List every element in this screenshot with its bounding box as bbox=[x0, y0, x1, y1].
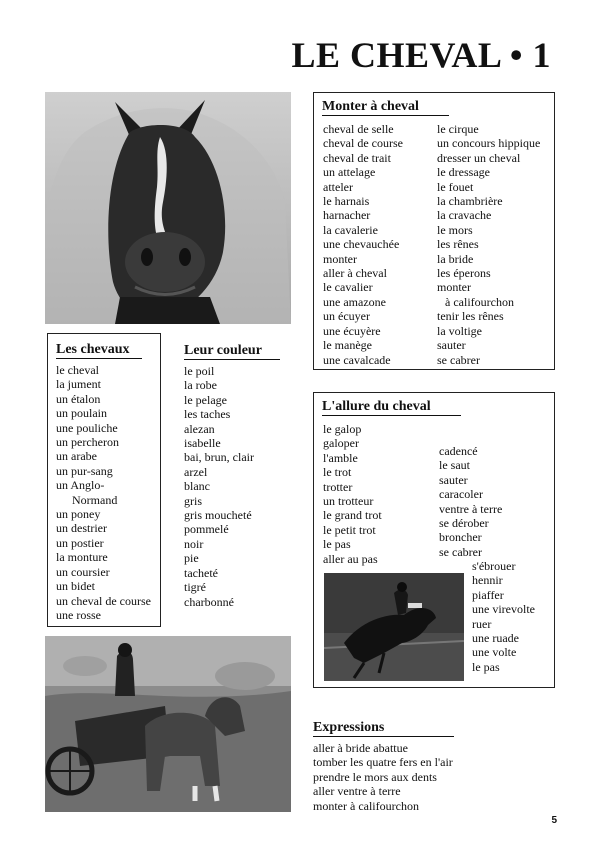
list-item: le pelage bbox=[184, 392, 227, 407]
list-item: le petit trot bbox=[323, 522, 376, 537]
list-item: le manège bbox=[323, 338, 372, 353]
chevaux-list bbox=[56, 363, 151, 622]
list-item: une cavalcade bbox=[323, 352, 391, 367]
monter-heading: Monter à cheval bbox=[322, 99, 449, 116]
allure-box bbox=[313, 392, 555, 688]
horse-head-photo bbox=[45, 92, 291, 324]
list-item: Normand bbox=[72, 492, 118, 507]
list-item: isabelle bbox=[184, 436, 221, 451]
list-item: la monture bbox=[56, 550, 108, 565]
list-item: aller au pas bbox=[323, 551, 378, 566]
list-item: atteler bbox=[323, 179, 353, 194]
list-item: se dérober bbox=[439, 516, 489, 531]
list-item: le cavalier bbox=[323, 280, 373, 295]
list-item: harnacher bbox=[323, 208, 371, 223]
list-item: le poil bbox=[184, 364, 215, 378]
list-item: la jument bbox=[56, 377, 101, 392]
list-item: la bride bbox=[437, 251, 474, 266]
list-item: caracoler bbox=[439, 487, 483, 502]
list-item: une écuyère bbox=[323, 323, 381, 338]
list-item: trotter bbox=[323, 479, 353, 494]
list-item: piaffer bbox=[472, 587, 504, 602]
list-item: bai, brun, clair bbox=[184, 450, 254, 465]
list-item: cheval de selle bbox=[323, 122, 394, 136]
list-item: un postier bbox=[56, 535, 104, 550]
list-item: un percheron bbox=[56, 435, 119, 450]
allure-list-3 bbox=[472, 559, 535, 674]
expressions-section bbox=[313, 718, 553, 813]
list-item: un bidet bbox=[56, 579, 95, 594]
list-item: le saut bbox=[439, 458, 470, 473]
list-item: le dressage bbox=[437, 165, 490, 180]
list-item: tenir les rênes bbox=[437, 309, 504, 324]
les-chevaux-box bbox=[47, 333, 161, 627]
list-item: le cirque bbox=[437, 122, 479, 136]
list-item: un pur-sang bbox=[56, 463, 113, 478]
list-item: gris moucheté bbox=[184, 508, 252, 523]
list-item: l'amble bbox=[323, 450, 358, 465]
list-item: le harnais bbox=[323, 194, 370, 209]
list-item: monter à califourchon bbox=[313, 798, 419, 813]
list-item: ruer bbox=[472, 616, 492, 631]
monter-a-cheval-box bbox=[313, 92, 555, 370]
expressions-list bbox=[313, 741, 553, 813]
list-item: un arabe bbox=[56, 449, 97, 464]
list-item: arzel bbox=[184, 464, 208, 479]
list-item: sauter bbox=[439, 472, 468, 487]
list-item: se cabrer bbox=[439, 544, 482, 559]
list-item: un destrier bbox=[56, 521, 107, 536]
allure-list-2 bbox=[439, 444, 502, 559]
list-item: cheval de course bbox=[323, 136, 403, 151]
list-item: sauter bbox=[437, 338, 466, 353]
couleur-heading: Leur couleur bbox=[184, 343, 280, 360]
list-item: un écuyer bbox=[323, 309, 370, 324]
expressions-heading: Expressions bbox=[313, 720, 454, 737]
list-item: dresser un cheval bbox=[437, 150, 521, 165]
list-item: une pouliche bbox=[56, 420, 118, 435]
list-item: charbonné bbox=[184, 594, 234, 609]
list-item: les taches bbox=[184, 407, 231, 422]
list-item: alezan bbox=[184, 421, 215, 436]
list-item: tigré bbox=[184, 580, 206, 595]
list-item: un coursier bbox=[56, 564, 110, 579]
list-item: la chambrière bbox=[437, 194, 503, 209]
list-item: pommelé bbox=[184, 522, 229, 537]
list-item: un concours hippique bbox=[437, 136, 541, 151]
list-item: cadencé bbox=[439, 444, 478, 458]
list-item: s'ébrouer bbox=[472, 559, 516, 573]
leur-couleur-section bbox=[184, 341, 294, 609]
page-number: 5 bbox=[551, 815, 557, 826]
list-item: tacheté bbox=[184, 565, 218, 580]
list-item: une volte bbox=[472, 645, 517, 660]
list-item: cheval de trait bbox=[323, 150, 391, 165]
list-item: prendre le mors aux dents bbox=[313, 769, 437, 784]
list-item: à califourchon bbox=[445, 294, 514, 309]
list-item: se cabrer bbox=[437, 352, 480, 367]
chevaux-heading: Les chevaux bbox=[56, 342, 142, 359]
list-item: un trotteur bbox=[323, 494, 374, 509]
list-item: le galop bbox=[323, 422, 362, 436]
monter-list-2 bbox=[437, 122, 540, 367]
list-item: le pas bbox=[323, 537, 351, 552]
list-item: un cheval de course bbox=[56, 593, 151, 608]
list-item: galoper bbox=[323, 436, 359, 451]
monter-list-1 bbox=[323, 122, 403, 367]
list-item: une ruade bbox=[472, 631, 519, 646]
show-jumping-photo bbox=[324, 573, 464, 681]
list-item: un Anglo- bbox=[56, 478, 105, 493]
list-item: les rênes bbox=[437, 237, 479, 252]
list-item: le grand trot bbox=[323, 508, 382, 523]
list-item: le pas bbox=[472, 659, 500, 674]
draft-horse-cart-photo bbox=[45, 636, 291, 812]
list-item: une chevauchée bbox=[323, 237, 400, 252]
list-item: le mors bbox=[437, 222, 473, 237]
list-item: un attelage bbox=[323, 165, 376, 180]
list-item: un poulain bbox=[56, 406, 107, 421]
list-item: aller à bride abattue bbox=[313, 741, 408, 755]
list-item: pie bbox=[184, 551, 199, 566]
list-item: un étalon bbox=[56, 391, 101, 406]
list-item: le trot bbox=[323, 465, 352, 480]
allure-list-1 bbox=[323, 422, 382, 566]
list-item: blanc bbox=[184, 479, 210, 494]
couleur-list bbox=[184, 364, 294, 609]
list-item: le cheval bbox=[56, 363, 99, 377]
list-item: un poney bbox=[56, 507, 101, 522]
list-item: aller ventre à terre bbox=[313, 784, 401, 799]
list-item: gris bbox=[184, 493, 202, 508]
list-item: tomber les quatre fers en l'air bbox=[313, 755, 453, 770]
allure-heading: L'allure du cheval bbox=[322, 399, 461, 416]
list-item: la cavalerie bbox=[323, 222, 378, 237]
list-item: les éperons bbox=[437, 266, 491, 281]
list-item: une amazone bbox=[323, 294, 386, 309]
list-item: broncher bbox=[439, 530, 482, 545]
list-item: monter bbox=[437, 280, 471, 295]
page-title: LE CHEVAL • 1 bbox=[291, 35, 551, 75]
list-item: la robe bbox=[184, 378, 217, 393]
list-item: aller à cheval bbox=[323, 266, 387, 281]
list-item: monter bbox=[323, 251, 357, 266]
list-item: noir bbox=[184, 536, 204, 551]
list-item: une virevolte bbox=[472, 602, 535, 617]
list-item: ventre à terre bbox=[439, 501, 503, 516]
list-item: hennir bbox=[472, 573, 503, 588]
list-item: le fouet bbox=[437, 179, 474, 194]
list-item: la voltige bbox=[437, 323, 482, 338]
list-item: la cravache bbox=[437, 208, 492, 223]
list-item: une rosse bbox=[56, 607, 101, 622]
